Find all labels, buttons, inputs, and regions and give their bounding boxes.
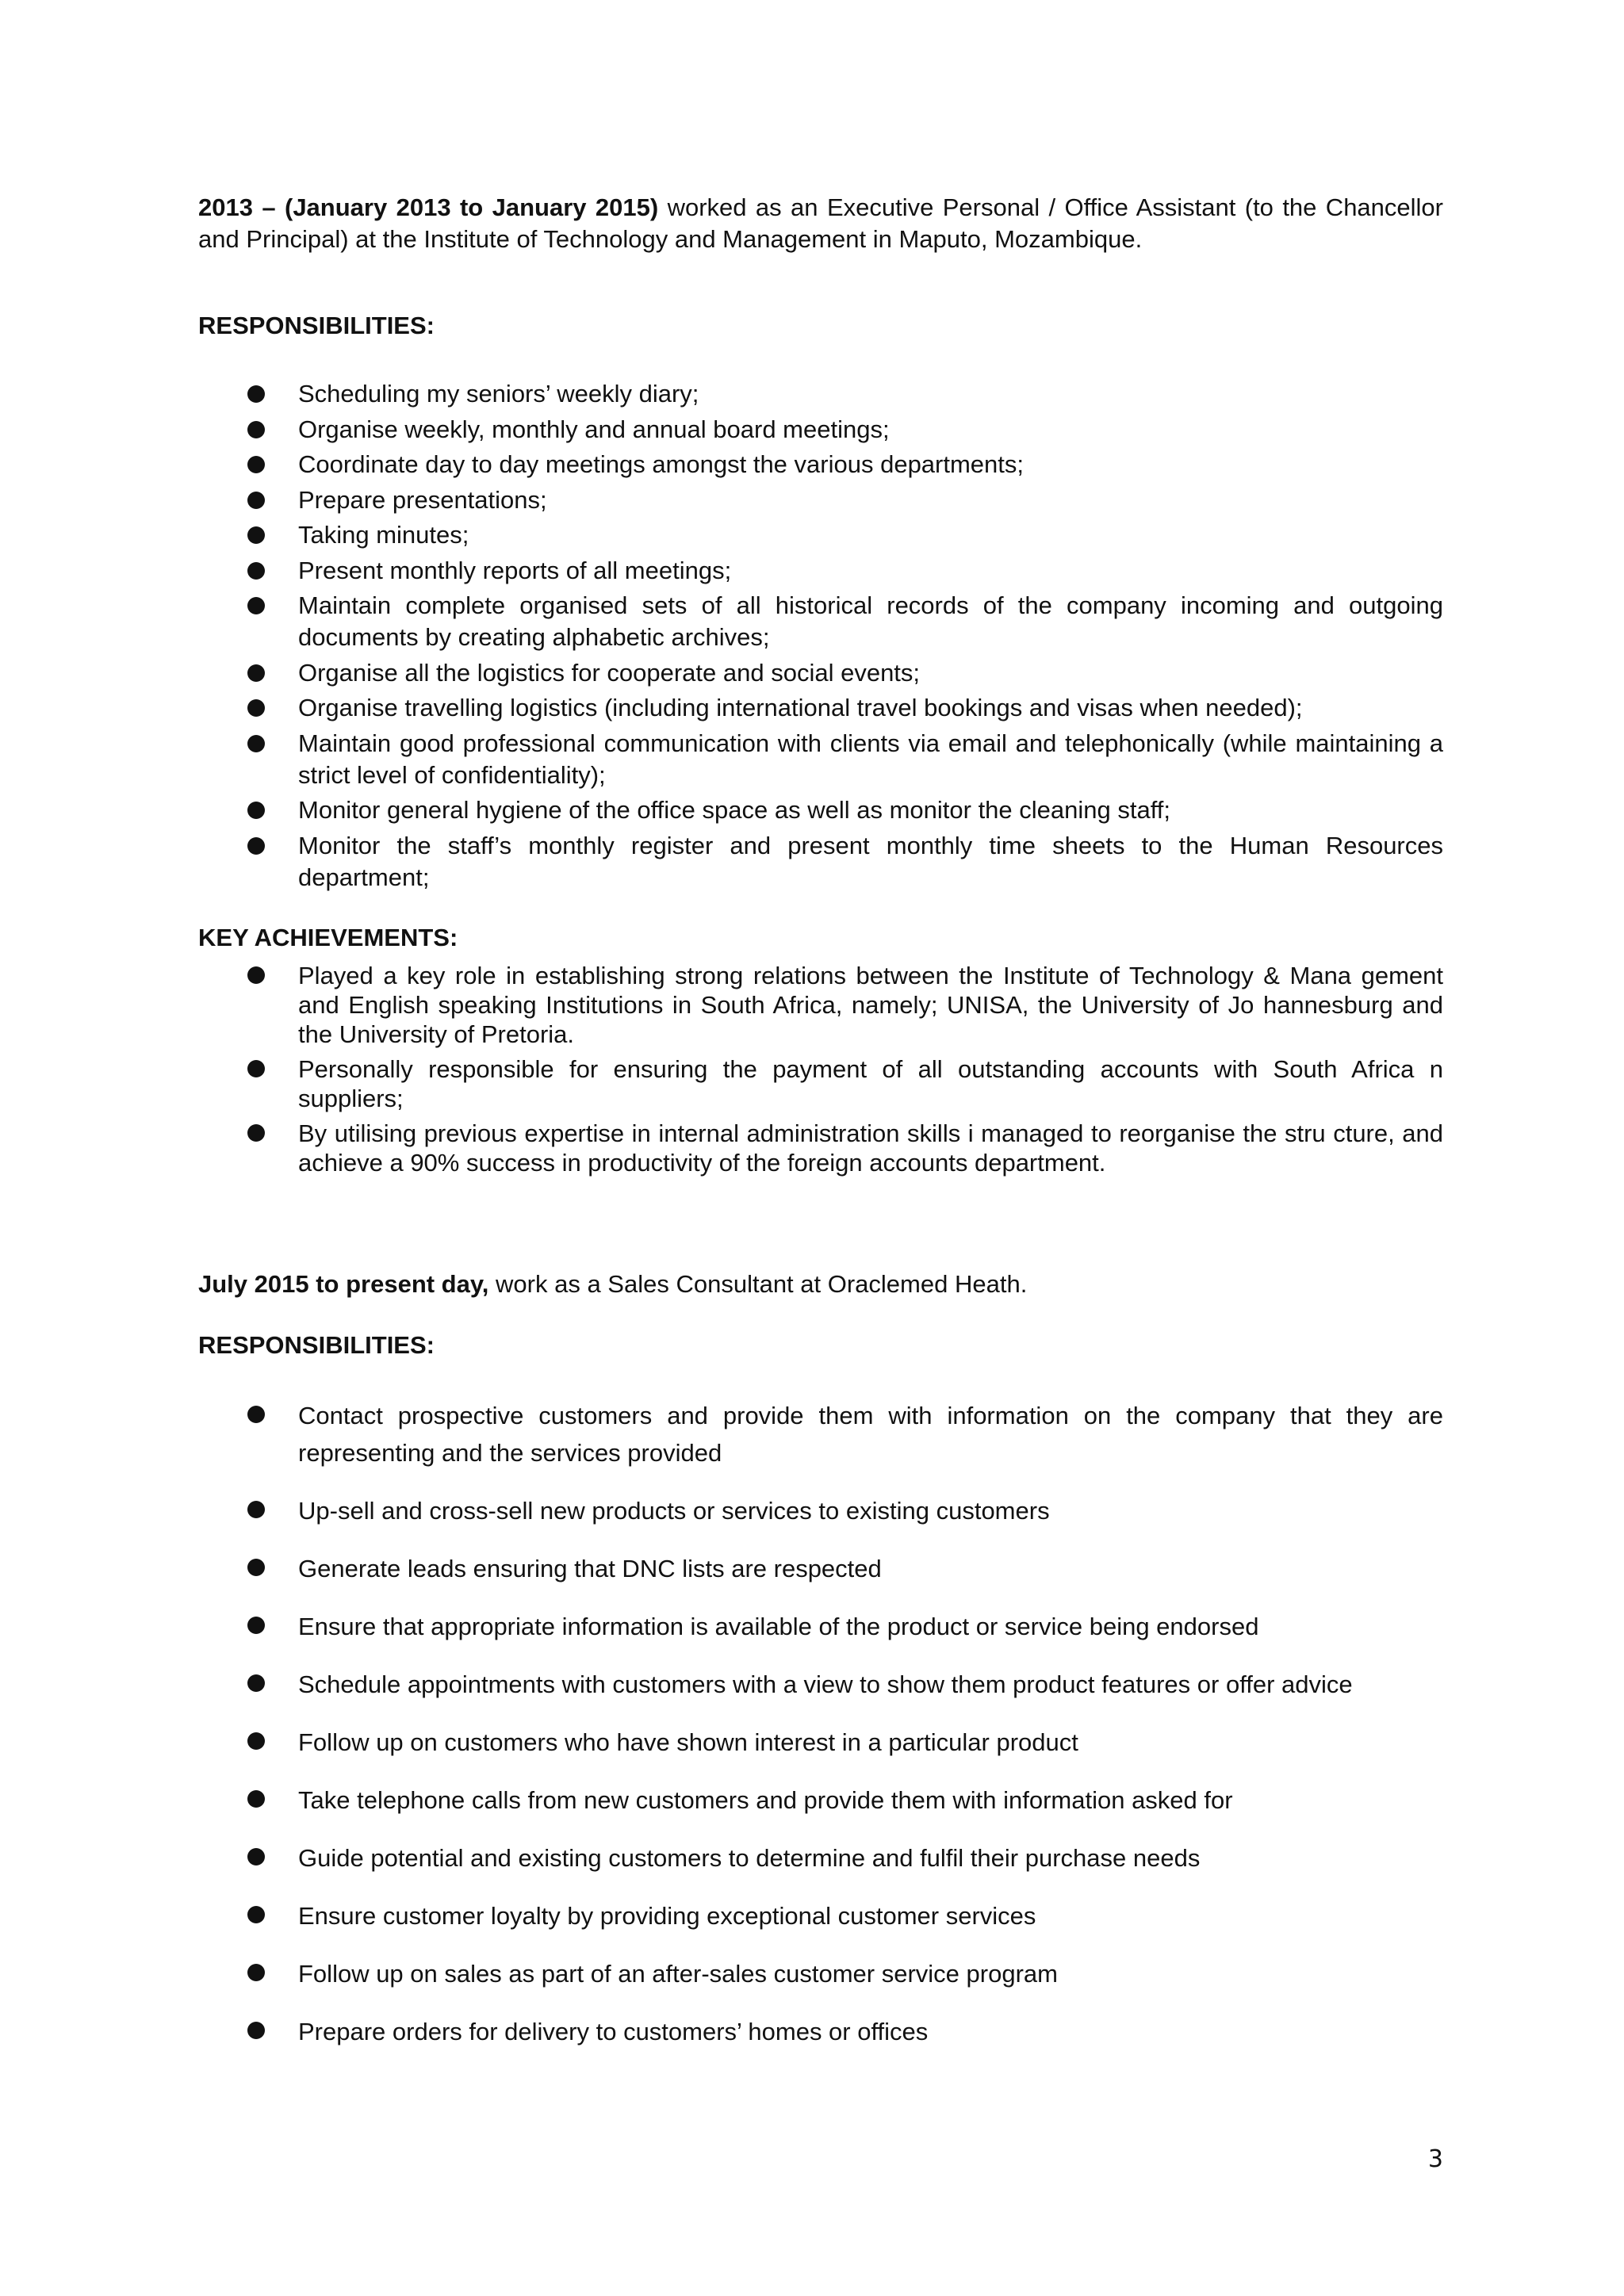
list-item: By utilising previous expertise in internal administration skills i managed to reorganise the stru cture, and achieve a 90% success in productivity of the foreign accounts department. bbox=[0, 1119, 1443, 1177]
list-item: Guide potential and existing customers to determine and fulfil their purchase needs bbox=[0, 1839, 1443, 1877]
page-number: 3 bbox=[1427, 2145, 1443, 2173]
job-description-2015: work as a Sales Consultant at Oraclemed Heath. bbox=[488, 1270, 1028, 1298]
list-item: Prepare orders for delivery to customers’ homes or offices bbox=[0, 2013, 1443, 2050]
list-item: Organise travelling logistics (including international travel bookings and visas when needed); bbox=[0, 692, 1443, 724]
list-item: Maintain complete organised sets of all historical records of the company incoming and outgoing documents by creating alphabetic archives; bbox=[0, 590, 1443, 653]
list-item: Organise weekly, monthly and annual board meetings; bbox=[0, 414, 1443, 446]
job-intro-2013 bbox=[198, 192, 1443, 255]
achievements-heading: KEY ACHIEVEMENTS: bbox=[198, 924, 458, 951]
bullet-icon bbox=[247, 837, 265, 855]
bullet-icon bbox=[247, 1674, 265, 1692]
list-item: Ensure customer loyalty by providing exceptional customer services bbox=[0, 1897, 1443, 1934]
bullet-icon bbox=[247, 1124, 265, 1142]
list-item: Personally responsible for ensuring the payment of all outstanding accounts with South Africa n suppliers; bbox=[0, 1054, 1443, 1113]
bullet-icon bbox=[247, 1848, 265, 1866]
list-item: Played a key role in establishing strong relations between the Institute of Technology & Mana gement and English speaking Institutions in South Africa, namely; UNISA, the University of Jo hannesburg and the University of Pretoria. bbox=[0, 961, 1443, 1049]
list-item: Taking minutes; bbox=[0, 519, 1443, 551]
list-item: Take telephone calls from new customers and provide them with information asked for bbox=[0, 1781, 1443, 1819]
bullet-icon bbox=[247, 1617, 265, 1634]
bullet-icon bbox=[247, 1906, 265, 1923]
bullet-icon bbox=[247, 966, 265, 984]
bullet-icon bbox=[247, 1790, 265, 1808]
bullet-icon bbox=[247, 492, 265, 509]
bullet-icon bbox=[247, 664, 265, 682]
bullet-icon bbox=[247, 597, 265, 614]
job-dates-2013: 2013 – (January 2013 to January 2015) bbox=[198, 193, 659, 221]
list-item: Organise all the logistics for cooperate and social events; bbox=[0, 657, 1443, 689]
bullet-icon bbox=[247, 1964, 265, 1981]
list-item: Ensure that appropriate information is available of the product or service being endorsed bbox=[0, 1608, 1443, 1645]
bullet-icon bbox=[247, 456, 265, 473]
bullet-icon bbox=[247, 1501, 265, 1518]
job-dates-2015: July 2015 to present day, bbox=[198, 1270, 489, 1298]
list-item: Scheduling my seniors’ weekly diary; bbox=[0, 378, 1443, 410]
list-item: Schedule appointments with customers with a view to show them product features or offer advice bbox=[0, 1666, 1443, 1703]
job-description-2013: worked as an Executive Personal / Office Assistant (to the Chancellor and Principal) at the Institute of Technology and Management in Maputo, Mozambique. bbox=[198, 193, 1443, 253]
list-item: Coordinate day to day meetings amongst the various departments; bbox=[0, 449, 1443, 480]
list-item: Monitor the staff’s monthly register and present monthly time sheets to the Human Resources department; bbox=[0, 830, 1443, 894]
bullet-icon bbox=[247, 526, 265, 544]
achievements-list bbox=[0, 961, 1443, 1183]
bullet-icon bbox=[247, 2022, 265, 2039]
list-item: Present monthly reports of all meetings; bbox=[0, 555, 1443, 587]
responsibilities-heading-2: RESPONSIBILITIES: bbox=[198, 1331, 435, 1359]
bullet-icon bbox=[247, 699, 265, 717]
bullet-icon bbox=[247, 1559, 265, 1576]
responsibilities-list-2 bbox=[0, 1397, 1443, 2071]
list-item: Up-sell and cross-sell new products or services to existing customers bbox=[0, 1492, 1443, 1529]
bullet-icon bbox=[247, 1406, 265, 1423]
list-item: Maintain good professional communication with clients via email and telephonically (while maintaining a strict level of confidentiality); bbox=[0, 728, 1443, 791]
bullet-icon bbox=[247, 562, 265, 580]
bullet-icon bbox=[247, 1732, 265, 1750]
bullet-icon bbox=[247, 385, 265, 403]
responsibilities-list-1 bbox=[0, 378, 1443, 897]
list-item: Prepare presentations; bbox=[0, 484, 1443, 516]
bullet-icon bbox=[247, 1060, 265, 1077]
list-item: Follow up on sales as part of an after-sales customer service program bbox=[0, 1955, 1443, 1992]
list-item: Monitor general hygiene of the office space as well as monitor the cleaning staff; bbox=[0, 794, 1443, 826]
bullet-icon bbox=[247, 802, 265, 819]
bullet-icon bbox=[247, 421, 265, 438]
list-item: Generate leads ensuring that DNC lists are respected bbox=[0, 1550, 1443, 1587]
bullet-icon bbox=[247, 735, 265, 752]
list-item: Contact prospective customers and provide them with information on the company that they are representing and the services provided bbox=[0, 1397, 1443, 1471]
list-item: Follow up on customers who have shown interest in a particular product bbox=[0, 1724, 1443, 1761]
responsibilities-heading-1: RESPONSIBILITIES: bbox=[198, 312, 435, 339]
job-intro-2015 bbox=[198, 1269, 1443, 1300]
